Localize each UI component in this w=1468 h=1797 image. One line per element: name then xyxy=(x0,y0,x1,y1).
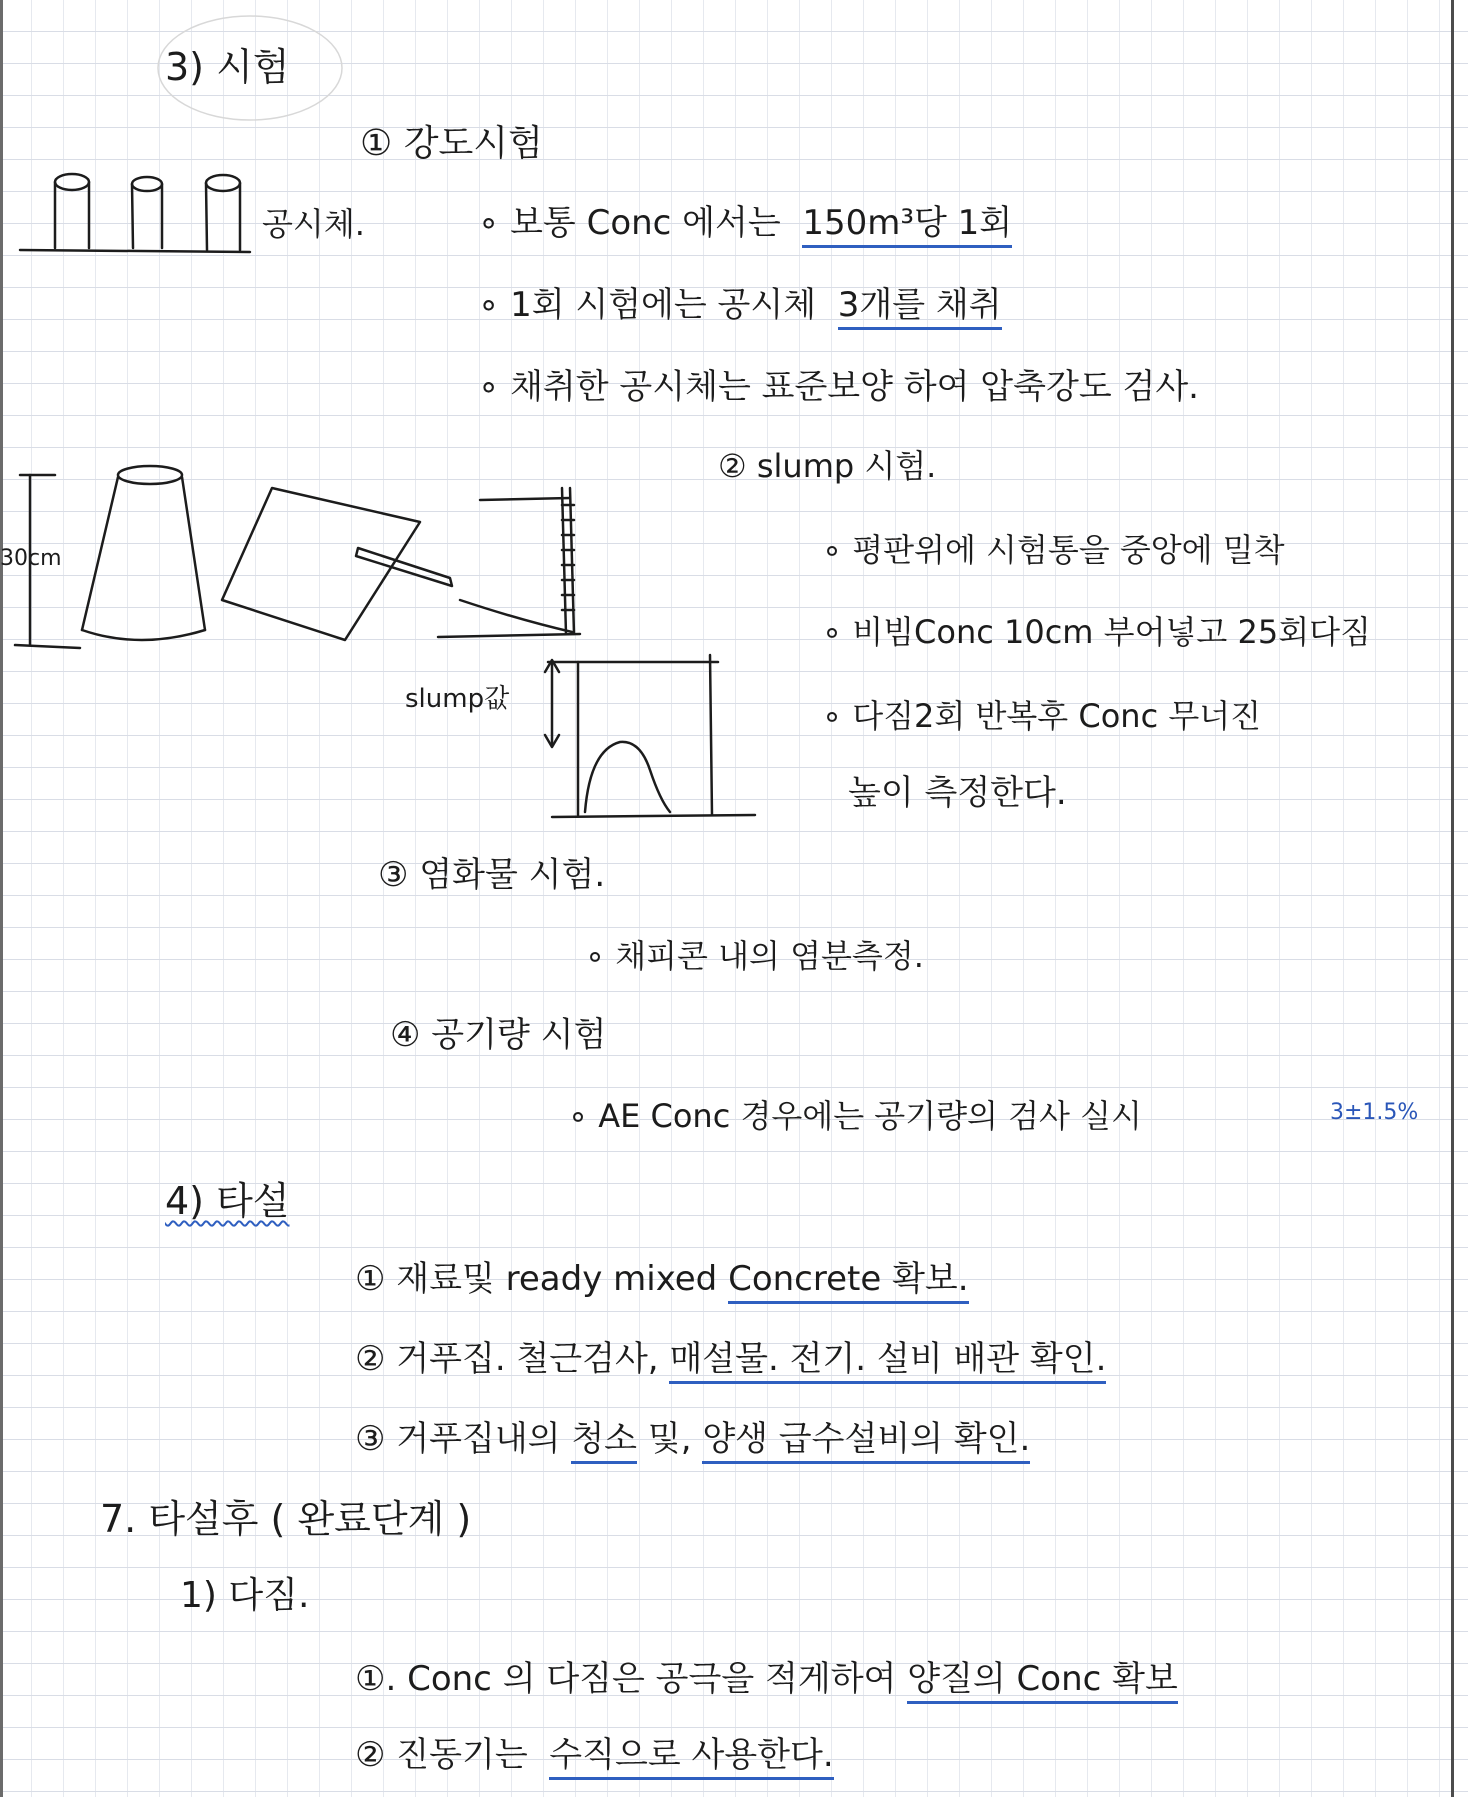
pouring-item-3: ③ 거푸집내의 청소 및, 양생 급수설비의 확인. xyxy=(355,1422,1030,1456)
rod-sketch xyxy=(438,488,580,637)
pouring-item-2: ② 거푸집. 철근검사, 매설물. 전기. 설비 배관 확인. xyxy=(355,1342,1106,1376)
section-3-heading: 3) 시험 xyxy=(165,45,290,89)
pouring-item-1: ① 재료및 ready mixed Concrete 확보. xyxy=(355,1262,969,1296)
section-7-heading: 7. 타설후 ( 완료단계 ) xyxy=(100,1497,472,1541)
air-tolerance-note: 3±1.5% xyxy=(1330,1100,1419,1125)
specimen-label: 공시체. xyxy=(262,205,365,243)
chloride-bullet-1: ∘ 채피콘 내의 염분측정. xyxy=(585,937,924,975)
chloride-test-heading: ③ 염화물 시험. xyxy=(378,855,606,895)
compaction-item-2: ② 진동기는 수직으로 사용한다. xyxy=(355,1738,834,1772)
air-bullet-1: ∘ AE Conc 경우에는 공기량의 검사 실시 xyxy=(568,1097,1142,1135)
slump-measure-sketch xyxy=(545,655,755,817)
slump-bullet-2: ∘ 비빔Conc 10cm 부어넣고 25회다짐 xyxy=(822,613,1371,651)
strength-test-heading: ① 강도시험 xyxy=(360,123,543,164)
compaction-subheading: 1) 다짐. xyxy=(180,1575,310,1616)
strength-bullet-2: ∘ 1회 시험에는 공시체 3개를 채취 xyxy=(478,288,1002,322)
slump-bullet-3: ∘ 다짐2회 반복후 Conc 무너진 xyxy=(822,697,1262,735)
air-test-heading: ④ 공기량 시험 xyxy=(390,1015,607,1055)
specimen-cylinders xyxy=(20,174,250,252)
compaction-item-1: ①. Conc 의 다짐은 공극을 적게하여 양질의 Conc 확보 xyxy=(355,1662,1178,1696)
strength-bullet-1: ∘ 보통 Conc 에서는 150m³당 1회 xyxy=(478,206,1012,240)
slump-value-label: slump값 xyxy=(405,684,510,714)
slump-bullet-3-cont: 높이 측정한다. xyxy=(848,773,1067,813)
slump-bullet-1: ∘ 평판위에 시험통을 중앙에 밀착 xyxy=(822,531,1285,569)
strength-bullet-3: ∘ 채취한 공시체는 표준보양 하여 압축강도 검사. xyxy=(478,367,1199,407)
section-4-heading: 4) 타설 xyxy=(165,1179,290,1223)
cone-height-label: 30cm xyxy=(0,546,62,571)
flat-plate-sketch xyxy=(222,488,452,640)
slump-test-heading: ② slump 시험. xyxy=(718,447,937,485)
